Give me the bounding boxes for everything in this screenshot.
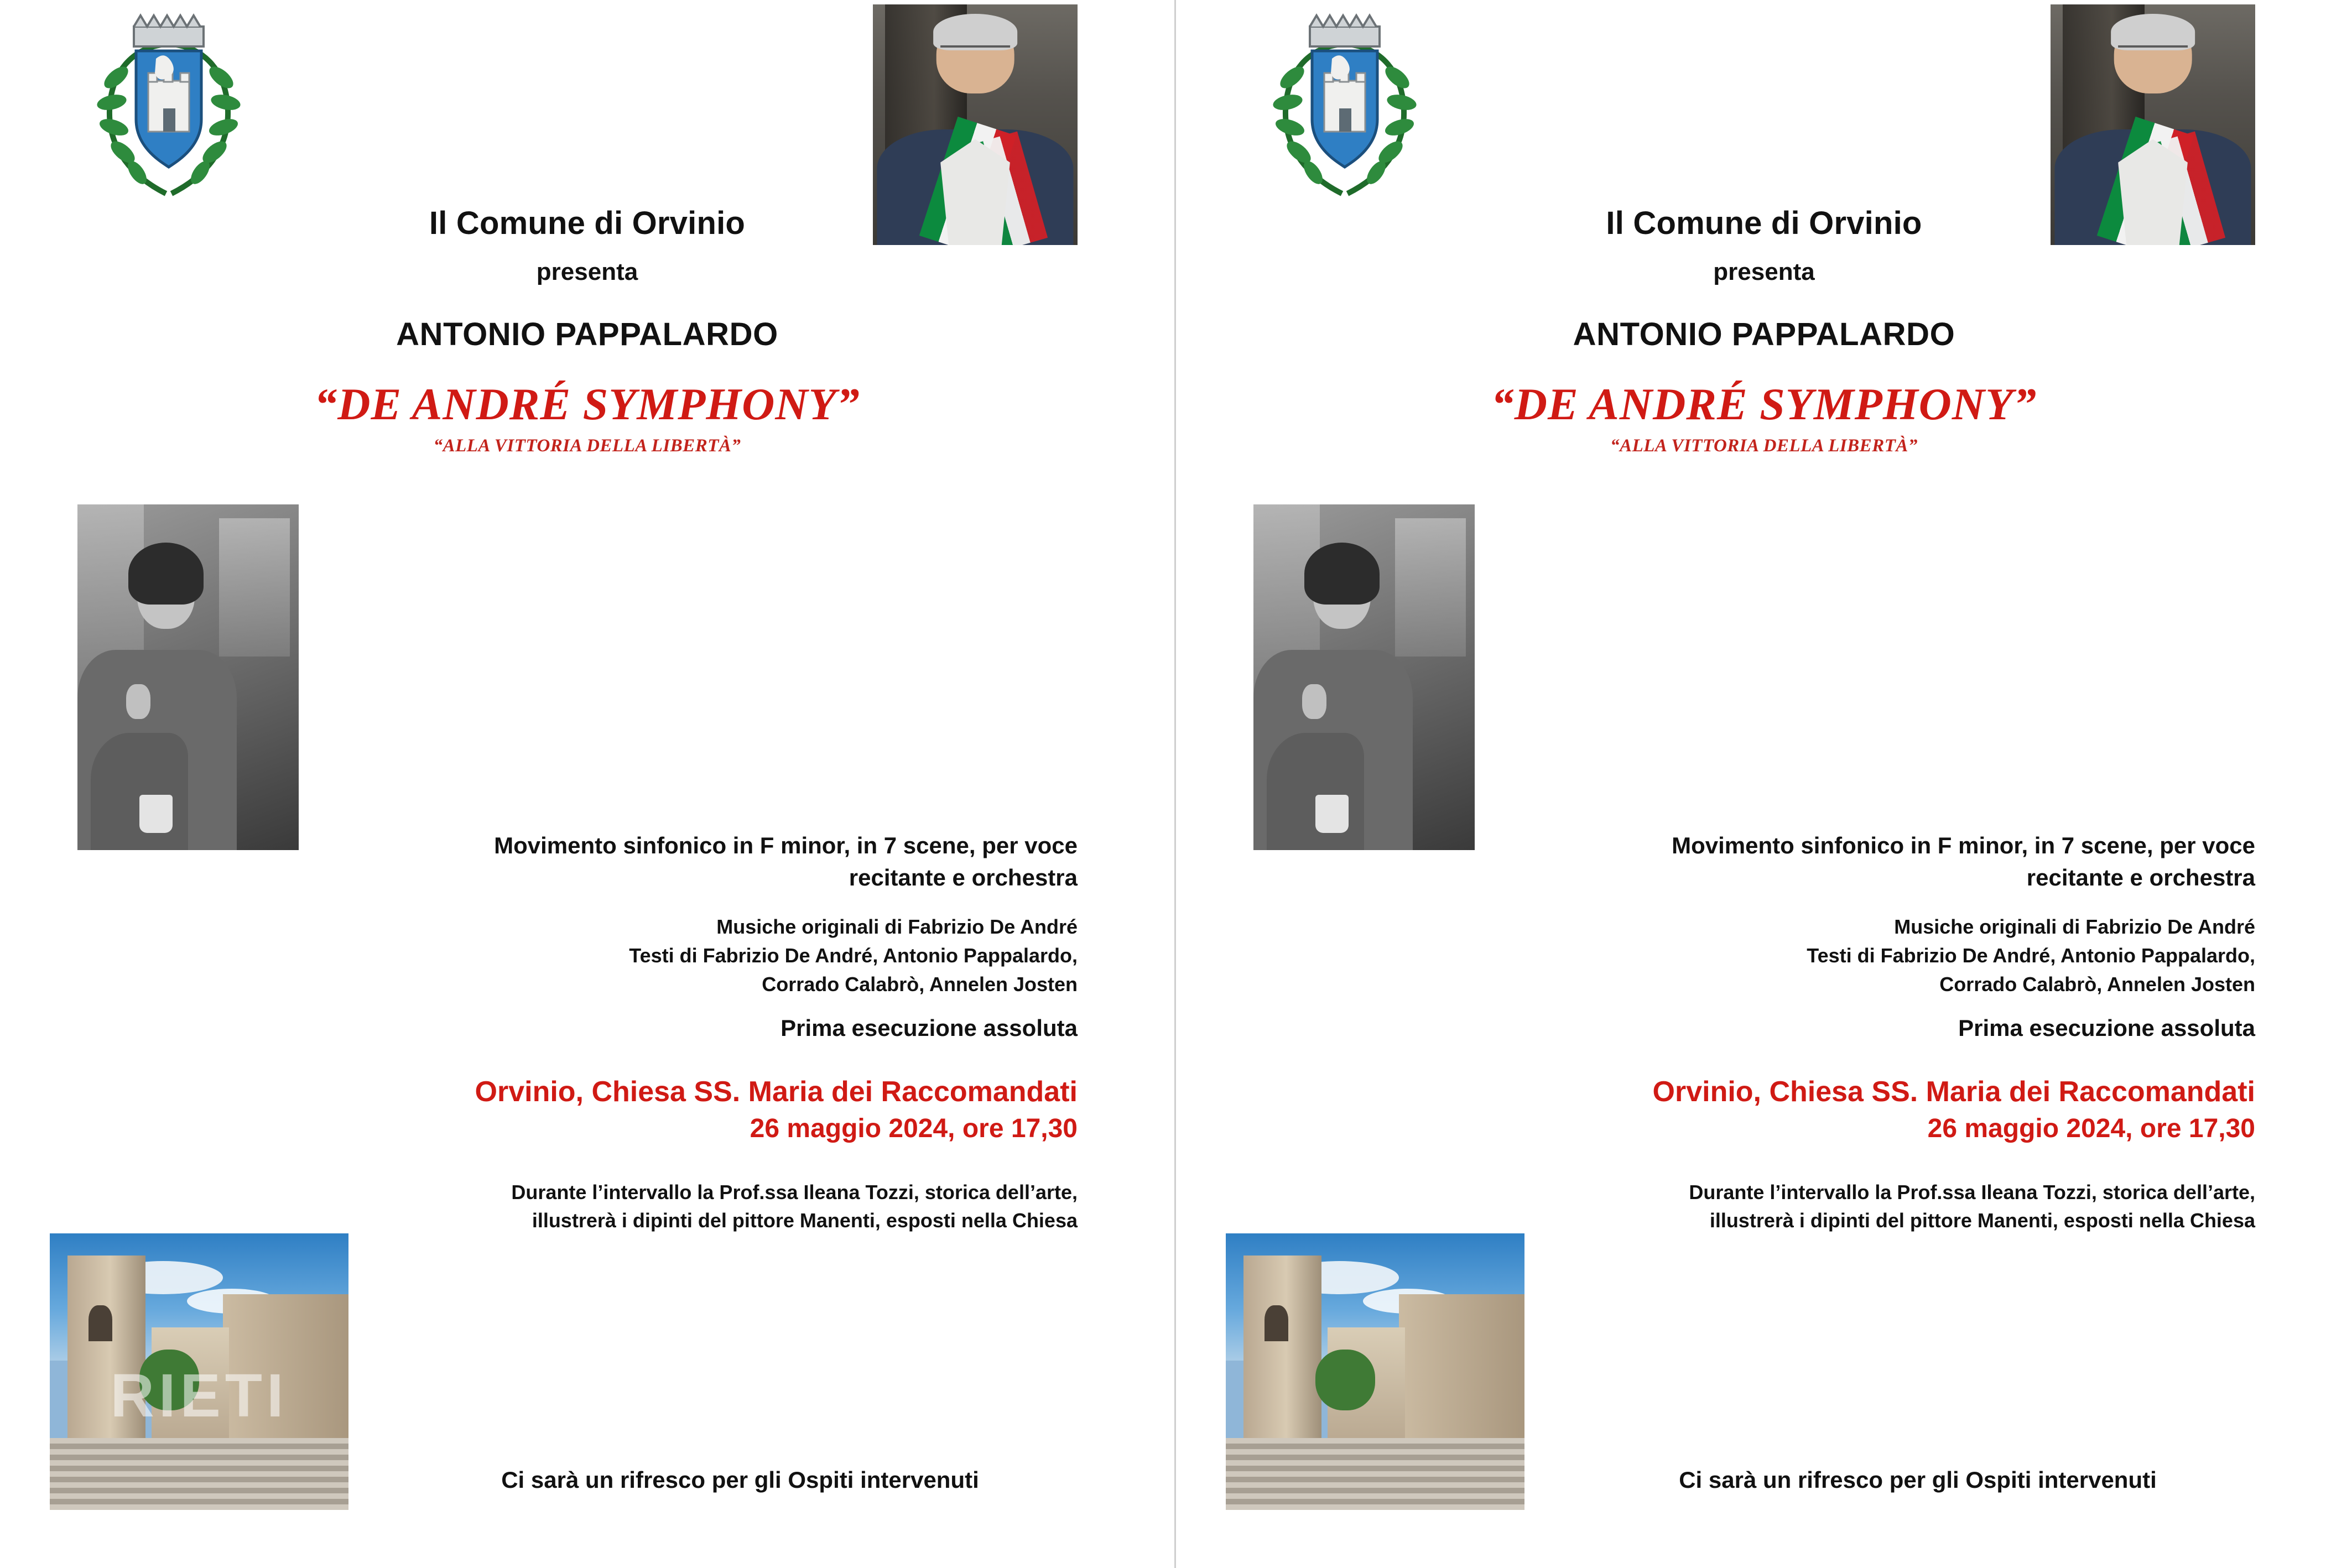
event-subtitle: “ALLA VITTORIA DELLA LIBERTÀ” xyxy=(1610,436,1918,456)
venue-name: Orvinio, Chiesa SS. Maria dei Raccomandati xyxy=(1652,1076,2255,1108)
interval-line2: illustrerà i dipinti del pittore Manenti, esposti nella Chiesa xyxy=(532,1209,1078,1232)
refreshments-note: Ci sarà un rifresco per gli Ospiti intervenuti xyxy=(1679,1467,2157,1493)
refreshments-note: Ci sarà un rifresco per gli Ospiti intervenuti xyxy=(501,1467,979,1493)
comune-name: Il Comune di Orvinio xyxy=(1606,205,1922,241)
event-subtitle: “ALLA VITTORIA DELLA LIBERTÀ” xyxy=(433,436,741,456)
work-description: Movimento sinfonico in F minor, in 7 scene, per voce recitante e orchestra xyxy=(494,832,1078,890)
credits-texts-line1: Testi di Fabrizio De André, Antonio Pappalardo, xyxy=(1807,944,2255,967)
credits-texts-line1: Testi di Fabrizio De André, Antonio Pappalardo, xyxy=(629,944,1078,967)
credits-texts-line2: Corrado Calabrò, Annelen Josten xyxy=(762,972,1078,996)
premiere-label: Prima esecuzione assoluta xyxy=(1958,1015,2255,1041)
interval-line1: Durante l’intervallo la Prof.ssa Ileana Tozzi, storica dell’arte, xyxy=(511,1181,1078,1204)
interval-line1: Durante l’intervallo la Prof.ssa Ileana Tozzi, storica dell’arte, xyxy=(1689,1181,2255,1204)
event-title: “DE ANDRÉ SYMPHONY” xyxy=(314,379,860,429)
premiere-label: Prima esecuzione assoluta xyxy=(780,1015,1078,1041)
event-datetime: 26 maggio 2024, ore 17,30 xyxy=(1927,1113,2255,1143)
event-title: “DE ANDRÉ SYMPHONY” xyxy=(1491,379,2037,429)
work-description: Movimento sinfonico in F minor, in 7 scene, per voce recitante e orchestra xyxy=(1672,832,2255,890)
credits-music: Musiche originali di Fabrizio De André xyxy=(1894,915,2255,938)
orvinio-town-photo xyxy=(1226,1233,1524,1510)
interval-note xyxy=(1580,1178,2255,1234)
credits-block xyxy=(403,913,1078,998)
venue-block xyxy=(364,1073,1078,1146)
venue-block xyxy=(1542,1073,2255,1146)
artist-name: ANTONIO PAPPALARDO xyxy=(396,316,778,352)
comune-crest-icon xyxy=(83,11,254,210)
venue-name: Orvinio, Chiesa SS. Maria dei Raccomandati xyxy=(475,1076,1078,1108)
credits-music: Musiche originali di Fabrizio De André xyxy=(716,915,1078,938)
de-andre-photo xyxy=(1253,504,1475,850)
poster-heading-block xyxy=(1176,205,2352,456)
poster-heading-block xyxy=(0,205,1174,456)
presenta-label: presenta xyxy=(536,258,638,285)
interval-line2: illustrerà i dipinti del pittore Manenti, esposti nella Chiesa xyxy=(1709,1209,2255,1232)
interval-note xyxy=(403,1178,1078,1234)
event-datetime: 26 maggio 2024, ore 17,30 xyxy=(750,1113,1078,1143)
presenta-label: presenta xyxy=(1713,258,1815,285)
comune-name: Il Comune di Orvinio xyxy=(429,205,746,241)
orvinio-town-photo xyxy=(50,1233,348,1510)
de-andre-photo xyxy=(77,504,299,850)
comune-crest-icon xyxy=(1259,11,1430,210)
credits-texts-line2: Corrado Calabrò, Annelen Josten xyxy=(1939,972,2255,996)
credits-block xyxy=(1580,913,2255,998)
artist-name: ANTONIO PAPPALARDO xyxy=(1573,316,1955,352)
poster-panel-right xyxy=(1176,0,2352,1568)
photo-watermark: RIETI xyxy=(110,1362,288,1430)
